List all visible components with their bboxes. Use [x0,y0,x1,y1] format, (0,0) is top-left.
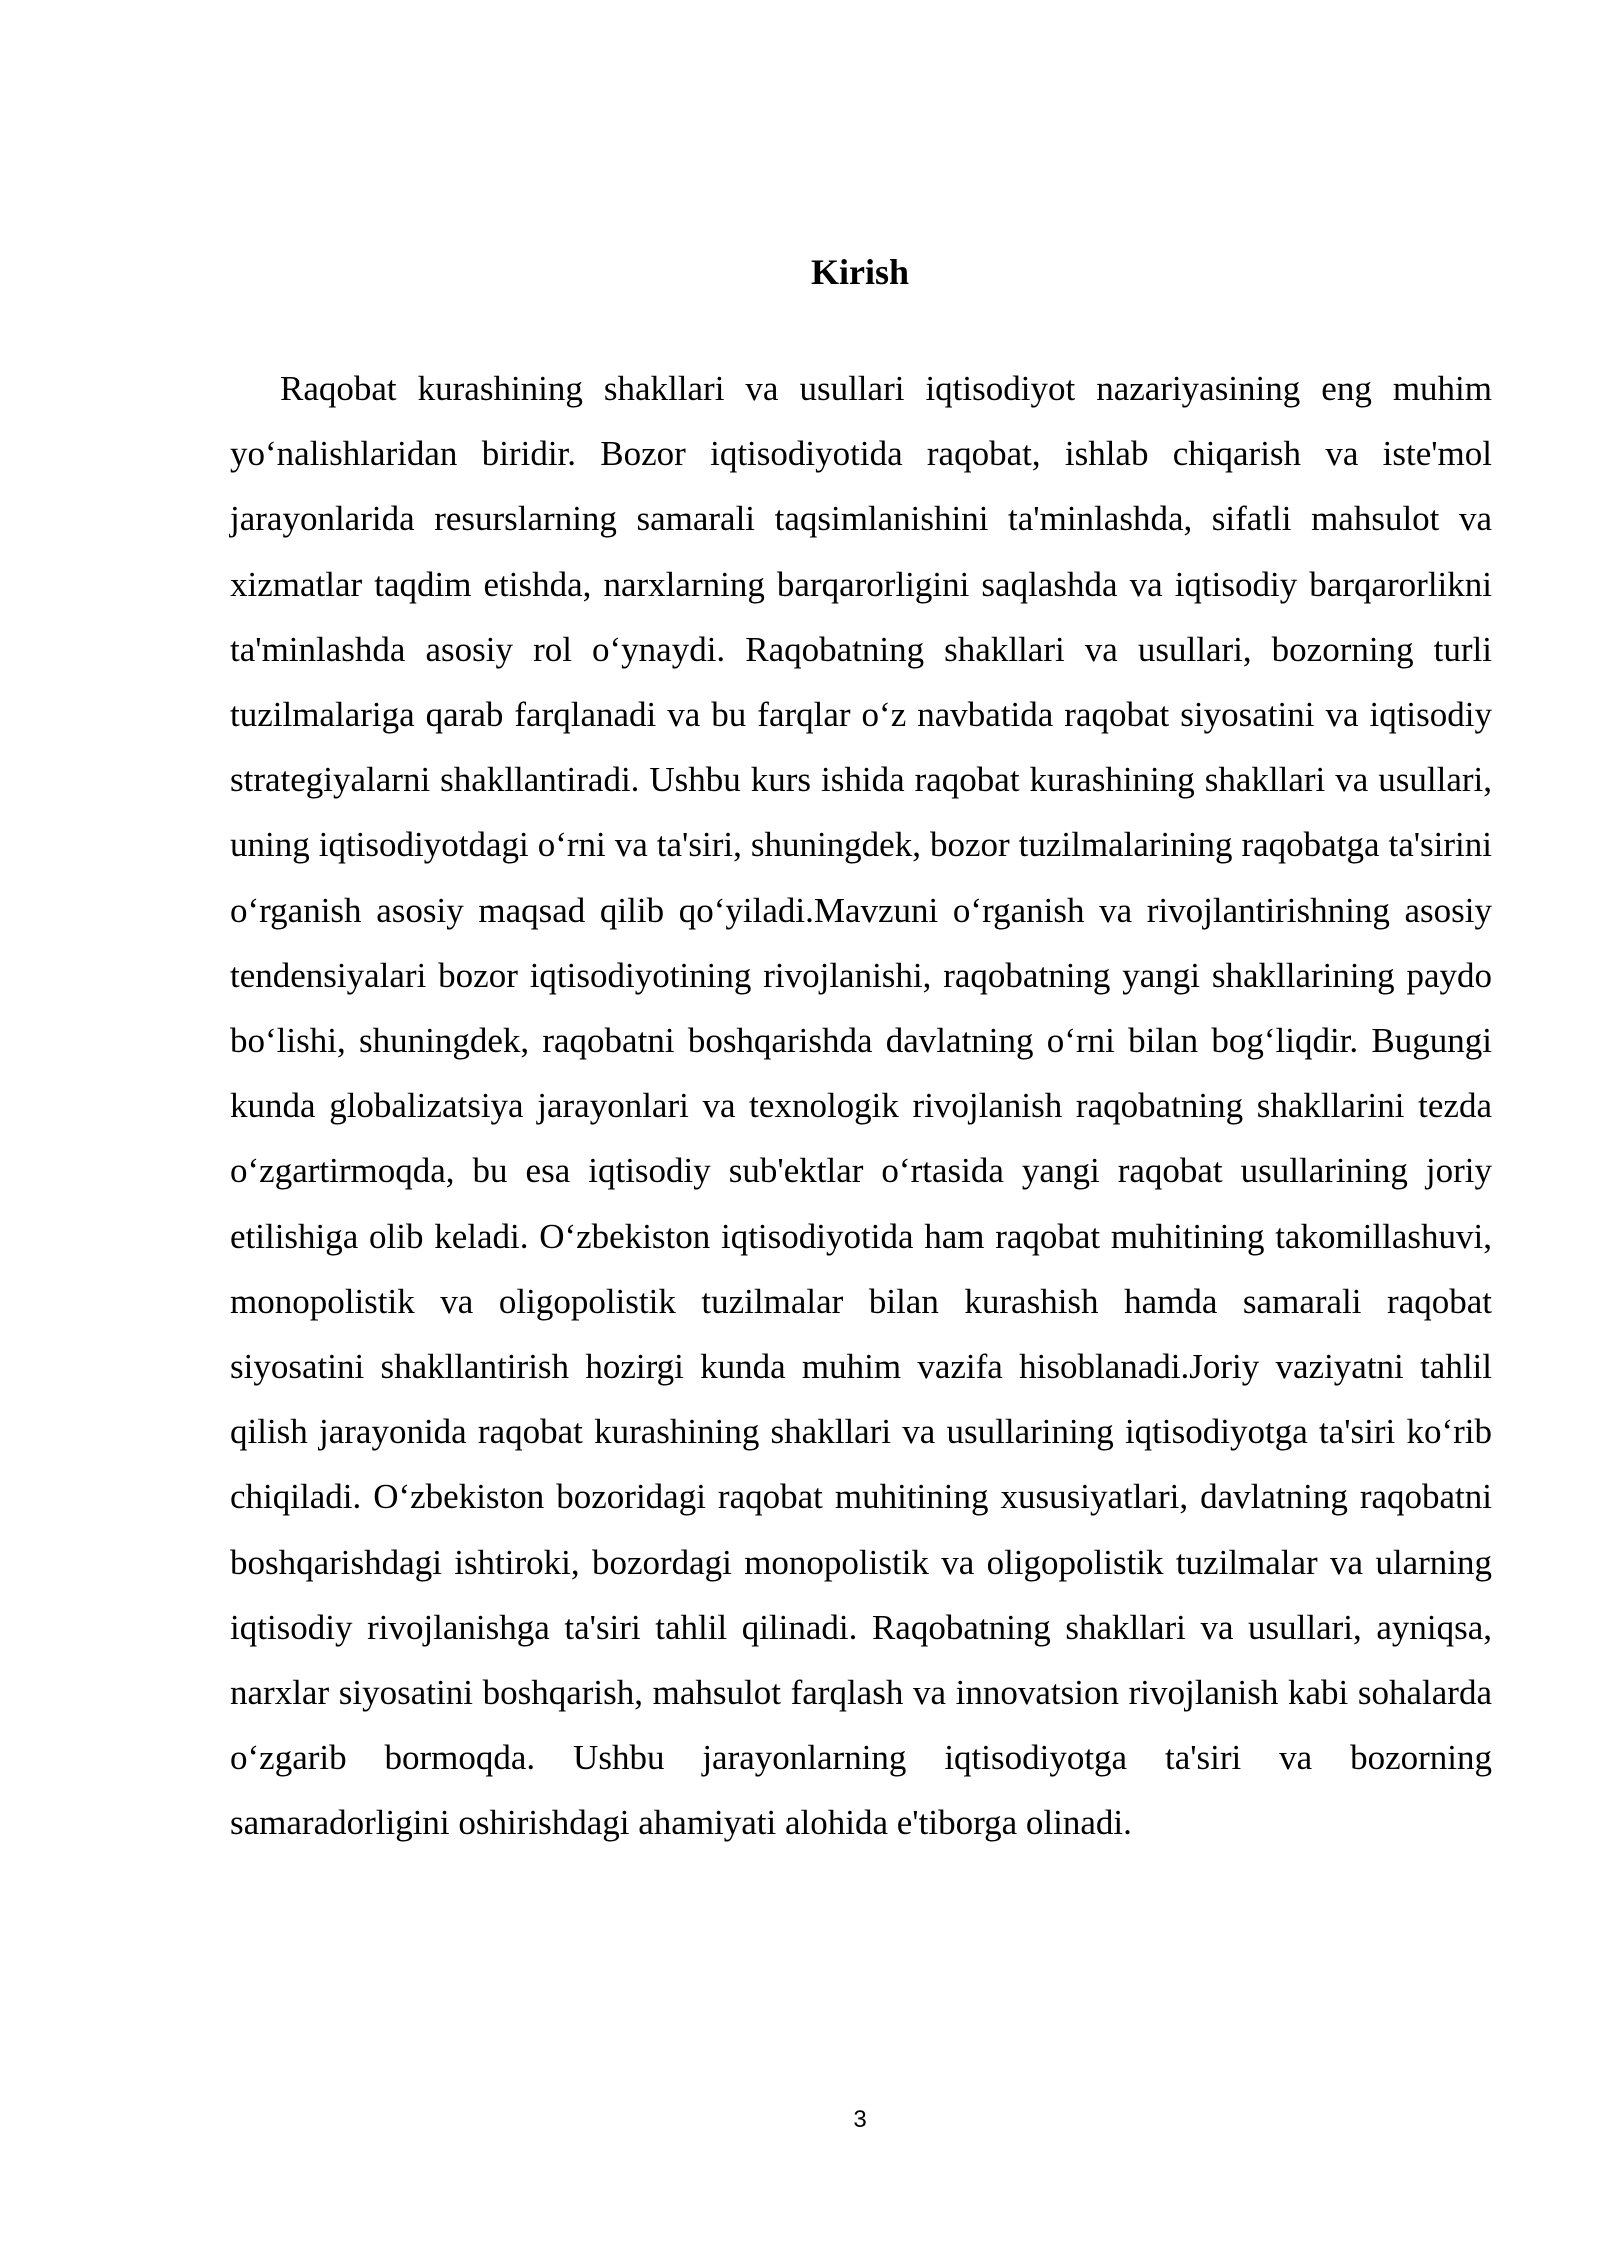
body-paragraph: Raqobat kurashining shakllari va usullari iqtisodiyot nazariyasining eng muhim yo‘nalishlaridan biridir. Bozor iqtisodiyotida raqobat, ishlab chiqarish va iste'mol jarayonlarida resurslarning samarali taqsimlanishini ta'minlashda, sifatli mahsulot va xizmatlar taqdim etishda, narxlarning barqarorligini saqlashda va iqtisodiy barqarorlikni ta'minlashda asosiy rol o‘ynaydi. Raqobatning shakllari va usullari, bozorning turli tuzilmalariga qarab farqlanadi va bu farqlar o‘z navbatida raqobat siyosatini va iqtisodiy strategiyalarni shakllantiradi. Ushbu kurs ishida raqobat kurashining shakllari va usullari, uning iqtisodiyotdagi o‘rni va ta'siri, shuningdek, bozor tuzilmalarining raqobatga ta'sirini o‘rganish asosiy maqsad qilib qo‘yiladi.Mavzuni o‘rganish va rivojlantirishning asosiy tendensiyalari bozor iqtisodiyotining rivojlanishi, raqobatning yangi shakllarining paydo bo‘lishi, shuningdek, raqobatni boshqarishda davlatning o‘rni bilan bog‘liqdir. Bugungi kunda globalizatsiya jarayonlari va texnologik rivojlanish raqobatning shakllarini tezda o‘zgartirmoqda, bu esa iqtisodiy sub'ektlar o‘rtasida yangi raqobat usullarining joriy etilishiga olib keladi. O‘zbekiston iqtisodiyotida ham raqobat muhitining takomillashuvi, monopolistik va oligopolistik tuzilmalar bilan kurashish hamda samarali raqobat siyosatini shakllantirish hozirgi kunda muhim vazifa hisoblanadi.Joriy vaziyatni tahlil qilish jarayonida raqobat kurashining shakllari va usullarining iqtisodiyotga ta'siri ko‘rib chiqiladi. O‘zbekiston bozoridagi raqobat muhitining xususiyatlari, davlatning raqobatni boshqarishdagi ishtiroki, bozordagi monopolistik va oligopolistik tuzilmalar va ularning iqtisodiy rivojlanishga ta'siri tahlil qilinadi. Raqobatning shakllari va usullari, ayniqsa, narxlar siyosatini boshqarish, mahsulot farqlash va innovatsion rivojlanish kabi sohalarda o‘zgarib bormoqda. Ushbu jarayonlarning iqtisodiyotga ta'siri va bozorning samaradorligini oshirishdagi ahamiyati alohida e'tiborga olinadi. [230,369,1492,1843]
page-number: 3 [853,2106,867,2133]
section-heading: Kirish [810,252,909,292]
